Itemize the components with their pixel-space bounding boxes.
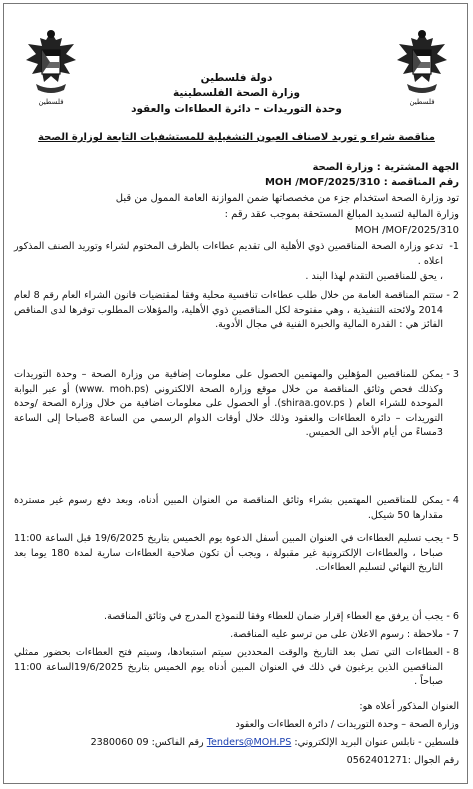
item-8 [14, 646, 459, 690]
item-1b [14, 270, 459, 285]
item-text: ستتم المناقصة العامة من خلال طلب عطاءات تنافسية محلية وفقا لمقتضيات قانون الشراء العام رقم 8 لعام 2014 ولائحته التنفيذية ، وهي مفتوحة لكل المناقصين ذوي الأهلية، والمؤهلات المطلوب توفرها لدى المناقص الفائز هي : القدرة المالية والخبرة الفنية في مجال الأدوية. [14, 290, 443, 331]
item-text: العطاءات التي تصل بعد التاريخ والوقت المحددين سيتم استبعادها، وسيتم فتح العطاءات بحضور ممثلي المناقصين الذين يرغبون في ذلك في العنوان المبين أدناه يوم الخميس بتاريخ 19/6/2025الساعة 11:00 صباحاً . [14, 647, 443, 688]
emblem-caption: فلسطين [38, 98, 64, 106]
item-text: ملاحظة : رسوم الاعلان على من ترسو عليه المناقصة. [230, 629, 443, 640]
item-6 [14, 610, 459, 625]
contact-prefix: فلسطين - نابلس عنوان البريد الإلكتروني: [294, 737, 459, 748]
item-text: ، يحق للمناقصين التقدم لهذا البند . [305, 271, 443, 282]
fax-number: رقم الفاكس: 09 2380060 [90, 737, 204, 748]
item-text: يمكن للمناقصين المهتمين بشراء وثائق المناقصة من العنوان المبين أدناه، وبعد دفع رسوم غير مستردة مقدارها 50 شيكل. [14, 495, 443, 521]
intro-line-2: وزارة المالية لتسديد المبالغ المستحقة بموجب عقد رقم : [224, 209, 459, 220]
mobile-number: رقم الجوال :0562401271 [346, 755, 459, 766]
item-number: 5 - [446, 533, 459, 544]
item-number: 2 - [446, 290, 459, 301]
item-number: 1- [449, 241, 459, 252]
item-7 [14, 628, 459, 643]
tender-number-line: رقم المناقصة : MOH /MOF/2025/310 [264, 177, 459, 188]
item-number: 8 - [446, 647, 459, 658]
tender-title: مناقصة شراء و توريد لاصناف العيون التشغيلية للمستشفيات التابعة لوزارة الصحة [38, 132, 435, 143]
item-text: يجب أن يرفق مع العطاء إقرار ضمان للعطاء وفقا للنموذج المدرج في وثائق المناقصة. [104, 611, 443, 622]
item-number: 3 - [446, 369, 459, 380]
item-4 [14, 494, 459, 523]
buyer-line: الجهة المشترية : وزارة الصحة [312, 162, 459, 173]
contact-line [14, 736, 459, 751]
item-5 [14, 532, 459, 576]
header-state: دولة فلسطين [200, 72, 273, 84]
item-number: 4 - [446, 495, 459, 506]
item-text: تدعو وزارة الصحة المناقصين ذوي الأهلية الى تقديم عطاءات بالظرف المختوم لشراء وتوريد الصنف المذكور اعلاه . [14, 241, 443, 267]
emblem-caption: فلسطين [409, 98, 435, 106]
item-3 [14, 368, 459, 441]
header-ministry: وزارة الصحة الفلسطينية [172, 87, 301, 99]
item-number: 6 - [446, 611, 459, 622]
address-intro: العنوان المذكور أعلاه هو: [359, 701, 459, 712]
item-text: يجب تسليم العطاءات في العنوان المبين أسفل الدعوة يوم الخميس بتاريخ 19/6/2025 قبل الساعة 11:00 صباحا ، والعطاءات الإلكترونية غير مقبولة ، ويجب أن تكون صلاحية العطاءات سارية لمدة 180 يوما بعد التاريخ النهائي لتسليم العطاءات. [14, 533, 444, 574]
item-text: يمكن للمناقصين المؤهلين والمهتمين الحصول على معلومات إضافية من وزارة الصحة – وحدة التوريدات وكذلك فحص وثائق المناقصة من خلال موقع وزارة الصحة الالكتروني (www. moh.ps) أو عبر البوابة الموحدة للشراء العام ( shiraa.gov.ps). أو الحصول على معلومات اضافية من خلال وزارة الصحة /وحدة التوريدات – دائرة العطاءات والعقود وذلك خلال أوقات الدوام الرسمي من الساعة 8صباحا إلى الساعة 3مساءً من أيام الأحد الى الخميس. [14, 369, 444, 439]
item-number: 7 - [446, 629, 459, 640]
intro-line-1: تود وزارة الصحة استخدام جزء من مخصصاتها ضمن الموازنة العامة الممول من قبل [115, 193, 459, 204]
header-unit: وحدة التوريدات – دائرة العطاءات والعقود [131, 103, 342, 115]
item-2 [14, 289, 459, 333]
item-1 [14, 240, 459, 269]
email-link[interactable]: Tenders@MOH.PS [206, 737, 292, 748]
address-unit: وزارة الصحة – وحدة التوريدات / دائرة العطاءات والعقود [235, 719, 459, 730]
intro-line-3: MOH /MOF/2025/310 [354, 225, 459, 236]
